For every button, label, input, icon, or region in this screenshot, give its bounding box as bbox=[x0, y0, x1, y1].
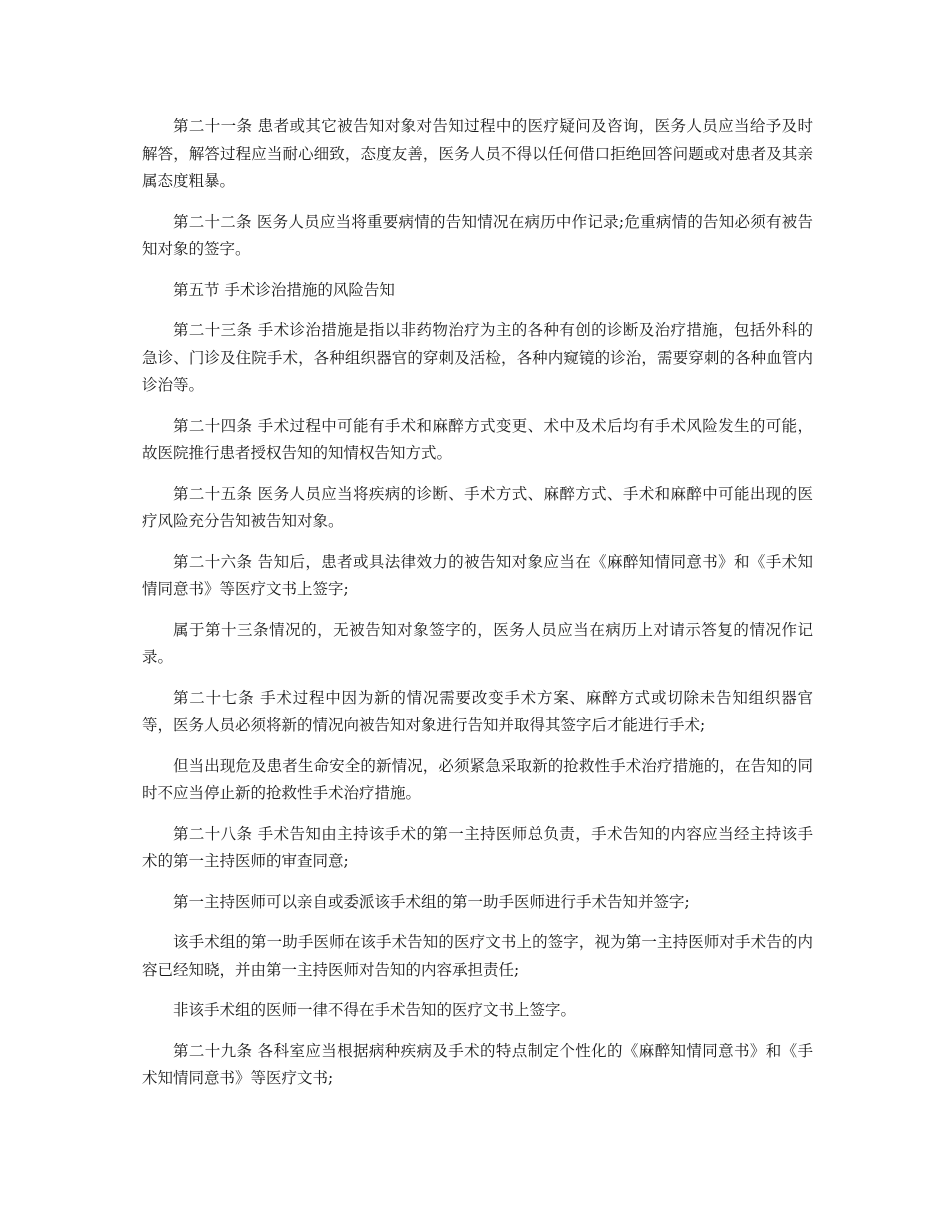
paragraph-article-24: 第二十四条 手术过程中可能有手术和麻醉方式变更、术中及术后均有手术风险发生的可能，故医院推行患者授权告知的知情权告知方式。 bbox=[142, 416, 813, 462]
document-body bbox=[142, 113, 813, 1106]
paragraph-article-28-clause-3: 非该手术组的医师一律不得在手术告知的医疗文书上签字。 bbox=[173, 1001, 577, 1019]
paragraph-article-28: 第二十八条 手术告知由主持该手术的第一主持医师总负责，手术告知的内容应当经主持该手术的第一主持医师的审查同意; bbox=[142, 824, 813, 870]
paragraph-article-22: 第二十二条 医务人员应当将重要病情的告知情况在病历中作记录;危重病情的告知必须有被告知对象的签字。 bbox=[142, 212, 813, 258]
paragraph-article-25: 第二十五条 医务人员应当将疾病的诊断、手术方式、麻醉方式、手术和麻醉中可能出现的医疗风险充分告知被告知对象。 bbox=[142, 484, 813, 530]
paragraph-article-29: 第二十九条 各科室应当根据病种疾病及手术的特点制定个性化的《麻醉知情同意书》和《手术知情同意书》等医疗文书; bbox=[142, 1041, 813, 1087]
paragraph-article-21: 第二十一条 患者或其它被告知对象对告知过程中的医疗疑问及咨询，医务人员应当给予及时解答，解答过程应当耐心细致，态度友善，医务人员不得以任何借口拒绝回答问题或对患者及其亲属态度粗暴。 bbox=[142, 117, 813, 190]
section-heading-5: 第五节 手术诊治措施的风险告知 bbox=[173, 280, 395, 299]
paragraph-article-23: 第二十三条 手术诊治措施是指以非药物治疗为主的各种有创的诊断及治疗措施，包括外科的急诊、门诊及住院手术，各种组织器官的穿刺及活检，各种内窥镜的诊治，需要穿刺的各种血管内诊治等。 bbox=[142, 321, 813, 394]
paragraph-article-27-clause: 但当出现危及患者生命安全的新情况，必须紧急采取新的抢救性手术治疗措施的，在告知的同时不应当停止新的抢救性手术治疗措施。 bbox=[142, 756, 813, 802]
paragraph-article-28-clause-2: 该手术组的第一助手医师在该手术告知的医疗文书上的签字，视为第一主持医师对手术告的内容已经知晓，并由第一主持医师对告知的内容承担责任; bbox=[142, 933, 813, 979]
paragraph-article-28-clause-1: 第一主持医师可以亲自或委派该手术组的第一助手医师进行手术告知并签字; bbox=[173, 892, 690, 911]
paragraph-article-26-clause: 属于第十三条情况的，无被告知对象签字的，医务人员应当在病历上对请示答复的情况作记录。 bbox=[142, 620, 813, 666]
paragraph-article-27: 第二十七条 手术过程中因为新的情况需要改变手术方案、麻醉方式或切除未告知组织器官等，医务人员必须将新的情况向被告知对象进行告知并取得其签字后才能进行手术; bbox=[142, 688, 813, 734]
paragraph-article-26: 第二十六条 告知后，患者或具法律效力的被告知对象应当在《麻醉知情同意书》和《手术知情同意书》等医疗文书上签字; bbox=[142, 552, 813, 598]
